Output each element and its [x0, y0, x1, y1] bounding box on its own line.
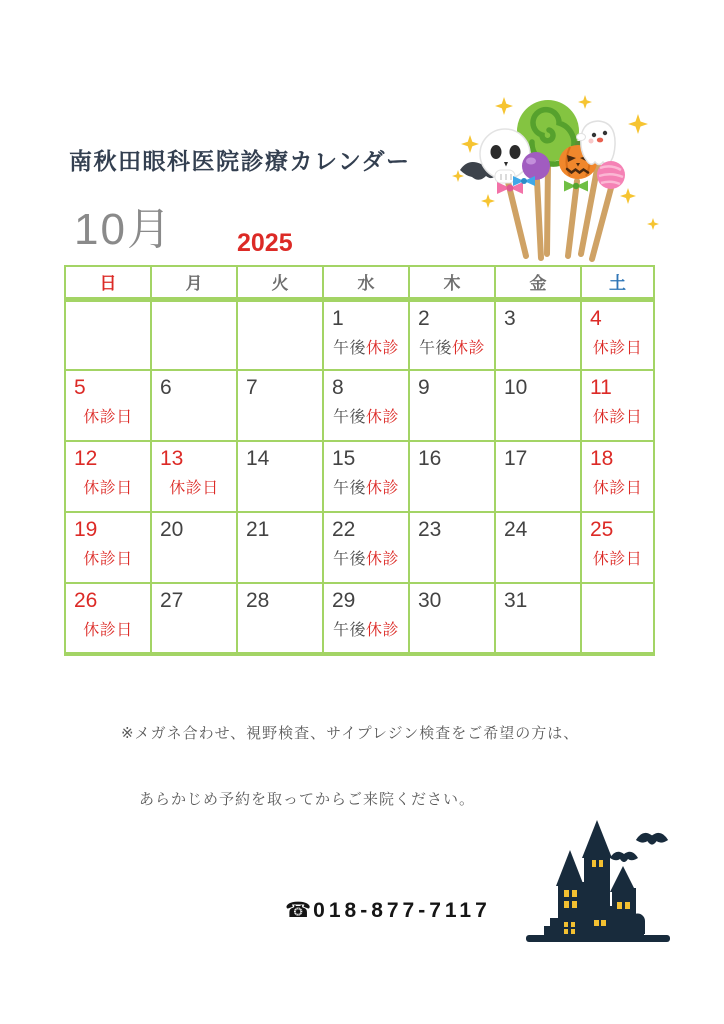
- day-number: 10: [504, 376, 528, 399]
- closed-day-note: 休診日: [592, 551, 643, 569]
- calendar-table: [64, 265, 655, 656]
- calendar-day-cell: [151, 512, 237, 583]
- calendar-day-cell: [495, 512, 581, 583]
- calendar-day-cell: [237, 299, 323, 370]
- day-number: 31: [504, 589, 528, 612]
- day-number: 11: [590, 376, 612, 399]
- calendar-day-cell: [323, 583, 409, 654]
- day-number: 2: [418, 306, 430, 330]
- halloween-candy-illustration: [448, 84, 673, 266]
- telephone-icon: ☎: [285, 899, 312, 922]
- day-number: 20: [160, 518, 184, 541]
- afternoon-closed-note: 午後休診: [332, 622, 400, 640]
- phone-number: 018-877-7117: [313, 899, 491, 922]
- year-label: 2025: [237, 229, 293, 257]
- day-number: 7: [246, 376, 258, 399]
- weekday-header-sat: 土: [581, 266, 654, 299]
- exam-reservation-note-line1: ※メガネ合わせ、視野検査、サイプレジン検査をご希望の方は、: [121, 725, 580, 742]
- closed-day-note: 休診日: [83, 409, 133, 427]
- day-number: 14: [246, 447, 270, 470]
- closed-day-note: 休診日: [169, 480, 219, 498]
- pink-candy-icon: [597, 161, 625, 189]
- day-number: 12: [74, 447, 98, 470]
- calendar-week-row: [65, 583, 654, 654]
- skull-pop-icon: [480, 129, 530, 194]
- calendar-day-cell: [495, 583, 581, 654]
- day-number: 23: [418, 518, 442, 541]
- day-number: 24: [504, 518, 528, 541]
- calendar-day-cell: [237, 512, 323, 583]
- weekday-header-thu: 木: [409, 266, 495, 299]
- day-number: 28: [246, 589, 270, 612]
- day-number: 6: [160, 376, 172, 399]
- calendar-day-cell: [323, 441, 409, 512]
- calendar-week-row: [65, 512, 654, 583]
- calendar-week-row: [65, 370, 654, 441]
- calendar-day-cell: [581, 299, 654, 370]
- calendar-day-cell: [495, 299, 581, 370]
- calendar-day-cell: [323, 299, 409, 370]
- day-number: 16: [418, 447, 442, 470]
- closed-day-note: 休診日: [592, 409, 643, 427]
- day-number: 26: [74, 589, 98, 612]
- day-number: 5: [74, 376, 86, 399]
- calendar-day-cell: [409, 512, 495, 583]
- closed-day-note: 休診日: [592, 339, 643, 357]
- calendar-day-cell: [151, 370, 237, 441]
- calendar-day-cell: [495, 441, 581, 512]
- calendar-day-cell: [151, 299, 237, 370]
- haunted-castle-illustration: [508, 816, 688, 961]
- calendar-day-cell: [237, 583, 323, 654]
- weekday-header-fri: 金: [495, 266, 581, 299]
- calendar-day-cell: [151, 441, 237, 512]
- closed-day-note: 休診日: [592, 480, 643, 498]
- bat-icons: [610, 833, 668, 862]
- day-number: 17: [504, 447, 528, 470]
- calendar-day-cell: [409, 299, 495, 370]
- calendar-day-cell: [495, 370, 581, 441]
- day-number: 4: [590, 306, 602, 330]
- calendar-day-cell: [581, 512, 654, 583]
- calendar-day-cell: [65, 299, 151, 370]
- afternoon-closed-note: 午後休診: [332, 339, 400, 357]
- day-number: 8: [332, 376, 344, 399]
- calendar-day-cell: [151, 583, 237, 654]
- calendar-day-cell: [237, 441, 323, 512]
- clinic-phone: [285, 898, 491, 923]
- calendar-day-cell: [581, 583, 654, 654]
- day-number: 13: [160, 447, 184, 470]
- calendar-day-cell: [323, 370, 409, 441]
- calendar-day-cell: [409, 441, 495, 512]
- day-number: 22: [332, 518, 356, 541]
- exam-reservation-note-line2: あらかじめ予約を取ってからご来院ください。: [139, 791, 476, 808]
- calendar-week-row: [65, 441, 654, 512]
- calendar-day-cell: [581, 441, 654, 512]
- weekday-header-wed: 水: [323, 266, 409, 299]
- calendar-day-cell: [65, 512, 151, 583]
- day-number: 9: [418, 376, 430, 399]
- crescent-moon-icon: [535, 836, 552, 870]
- calendar-day-cell: [65, 370, 151, 441]
- afternoon-closed-note: 午後休診: [332, 551, 400, 569]
- day-number: 18: [590, 447, 614, 470]
- calendar-day-cell: [323, 512, 409, 583]
- day-number: 25: [590, 518, 614, 541]
- calendar-day-cell: [237, 370, 323, 441]
- closed-day-note: 休診日: [83, 622, 133, 640]
- closed-day-note: 休診日: [83, 551, 133, 569]
- weekday-header-tue: 火: [237, 266, 323, 299]
- page-title: 南秋田眼科医院診療カレンダー: [69, 148, 411, 174]
- day-number: 19: [74, 518, 98, 541]
- day-number: 29: [332, 589, 356, 612]
- afternoon-closed-note: 午後休診: [332, 409, 400, 427]
- calendar-day-cell: [65, 583, 151, 654]
- month-label: 10月: [74, 205, 173, 254]
- calendar-day-cell: [409, 583, 495, 654]
- day-number: 27: [160, 589, 184, 612]
- day-number: 15: [332, 447, 356, 470]
- calendar-day-cell: [409, 370, 495, 441]
- day-number: 30: [418, 589, 442, 612]
- calendar-day-cell: [65, 441, 151, 512]
- weekday-header-sun: 日: [65, 266, 151, 299]
- afternoon-closed-note: 午後休診: [418, 339, 486, 357]
- weekday-header-row: [65, 266, 654, 299]
- day-number: 1: [332, 306, 344, 330]
- day-number: 3: [504, 306, 516, 330]
- afternoon-closed-note: 午後休診: [332, 480, 400, 498]
- closed-day-note: 休診日: [83, 480, 133, 498]
- calendar-week-row: [65, 299, 654, 370]
- day-number: 21: [246, 518, 270, 541]
- calendar-day-cell: [581, 370, 654, 441]
- weekday-header-mon: 月: [151, 266, 237, 299]
